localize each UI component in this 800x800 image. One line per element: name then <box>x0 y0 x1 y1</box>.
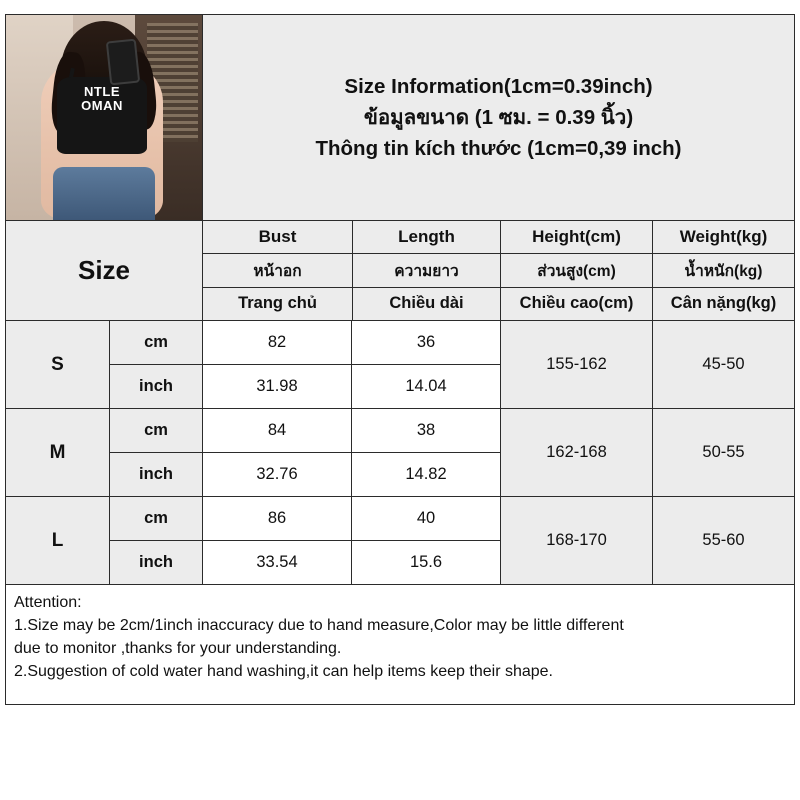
header-length-vi: Chiều dài <box>353 288 501 320</box>
header-height-vi: Chiều cao(cm) <box>501 288 653 320</box>
row-size-label-s: S <box>6 321 110 409</box>
attention-heading: Attention: <box>14 594 82 611</box>
size-chart-table <box>5 14 795 705</box>
unit-label-inch-m: inch <box>110 453 203 497</box>
row-measures-m <box>110 409 501 497</box>
weight-range-m: 50-55 <box>653 409 794 497</box>
header-weight-th: น้ำหนัก(kg) <box>653 254 794 286</box>
bust-cm-m: 84 <box>203 409 352 453</box>
unit-label-inch-s: inch <box>110 365 203 409</box>
bust-cm-l: 86 <box>203 497 352 541</box>
row-m-inch <box>110 453 501 497</box>
title-line-vietnamese: Thông tin kích thước (1cm=0,39 inch) <box>315 137 682 160</box>
length-inch-s: 14.04 <box>352 365 501 409</box>
header-weight-en: Weight(kg) <box>653 221 794 253</box>
attention-line-2: due to monitor ,thanks for your understanding. <box>14 640 342 657</box>
row-l-cm <box>110 497 501 541</box>
bust-cm-s: 82 <box>203 321 352 365</box>
header-length-th: ความยาว <box>353 254 501 286</box>
table-row <box>6 321 794 409</box>
length-inch-m: 14.82 <box>352 453 501 497</box>
unit-label-inch-l: inch <box>110 541 203 585</box>
table-row <box>6 409 794 497</box>
row-measures-l <box>110 497 501 585</box>
header-height-en: Height(cm) <box>501 221 653 253</box>
attention-line-3: 2.Suggestion of cold water hand washing,it can help items keep their shape. <box>14 663 553 680</box>
row-l-inch <box>110 541 501 585</box>
photo-phone <box>106 38 140 85</box>
row-s-cm <box>110 321 501 365</box>
row-size-label-m: M <box>6 409 110 497</box>
photo-model-jeans <box>53 167 155 220</box>
measure-column-headers <box>203 221 794 320</box>
table-column-headers <box>6 221 794 321</box>
row-size-label-l: L <box>6 497 110 585</box>
height-range-s: 155-162 <box>501 321 653 409</box>
attention-line-1: 1.Size may be 2cm/1inch inaccuracy due to hand measure,Color may be little different <box>14 617 624 634</box>
header-bust-en: Bust <box>203 221 353 253</box>
title-line-english: Size Information(1cm=0.39inch) <box>344 75 653 98</box>
height-range-m: 162-168 <box>501 409 653 497</box>
unit-label-cm-m: cm <box>110 409 203 453</box>
length-cm-m: 38 <box>352 409 501 453</box>
header-row-english <box>203 221 794 254</box>
header-height-th: ส่วนสูง(cm) <box>501 254 653 286</box>
photo-shirt-text-line2: OMAN <box>81 98 123 114</box>
length-cm-l: 40 <box>352 497 501 541</box>
photo-shirt-text-line1: NTLE <box>84 83 120 99</box>
row-measures-s <box>110 321 501 409</box>
bust-inch-l: 33.54 <box>203 541 352 585</box>
length-inch-l: 15.6 <box>352 541 501 585</box>
row-height-weight-l <box>501 497 794 585</box>
title-line-thai: ข้อมูลขนาด (1 ซม. = 0.39 นิ้ว) <box>363 106 634 129</box>
header-row-vietnamese <box>203 288 794 320</box>
chart-title-block <box>203 15 794 220</box>
header-bust-vi: Trang chủ <box>203 288 353 320</box>
product-photo <box>6 15 202 220</box>
header-weight-vi: Cân nặng(kg) <box>653 288 794 320</box>
size-column-header: Size <box>6 221 203 320</box>
chart-header-band <box>6 15 794 221</box>
row-height-weight-s <box>501 321 794 409</box>
height-range-l: 168-170 <box>501 497 653 585</box>
row-m-cm <box>110 409 501 453</box>
bust-inch-s: 31.98 <box>203 365 352 409</box>
unit-label-cm-l: cm <box>110 497 203 541</box>
bust-inch-m: 32.76 <box>203 453 352 497</box>
weight-range-l: 55-60 <box>653 497 794 585</box>
product-photo-cell <box>6 15 203 220</box>
weight-range-s: 45-50 <box>653 321 794 409</box>
header-row-thai <box>203 254 794 287</box>
row-s-inch <box>110 365 501 409</box>
length-cm-s: 36 <box>352 321 501 365</box>
row-height-weight-m <box>501 409 794 497</box>
header-bust-th: หน้าอก <box>203 254 353 286</box>
unit-label-cm-s: cm <box>110 321 203 365</box>
attention-block <box>6 585 794 704</box>
table-row <box>6 497 794 585</box>
header-length-en: Length <box>353 221 501 253</box>
